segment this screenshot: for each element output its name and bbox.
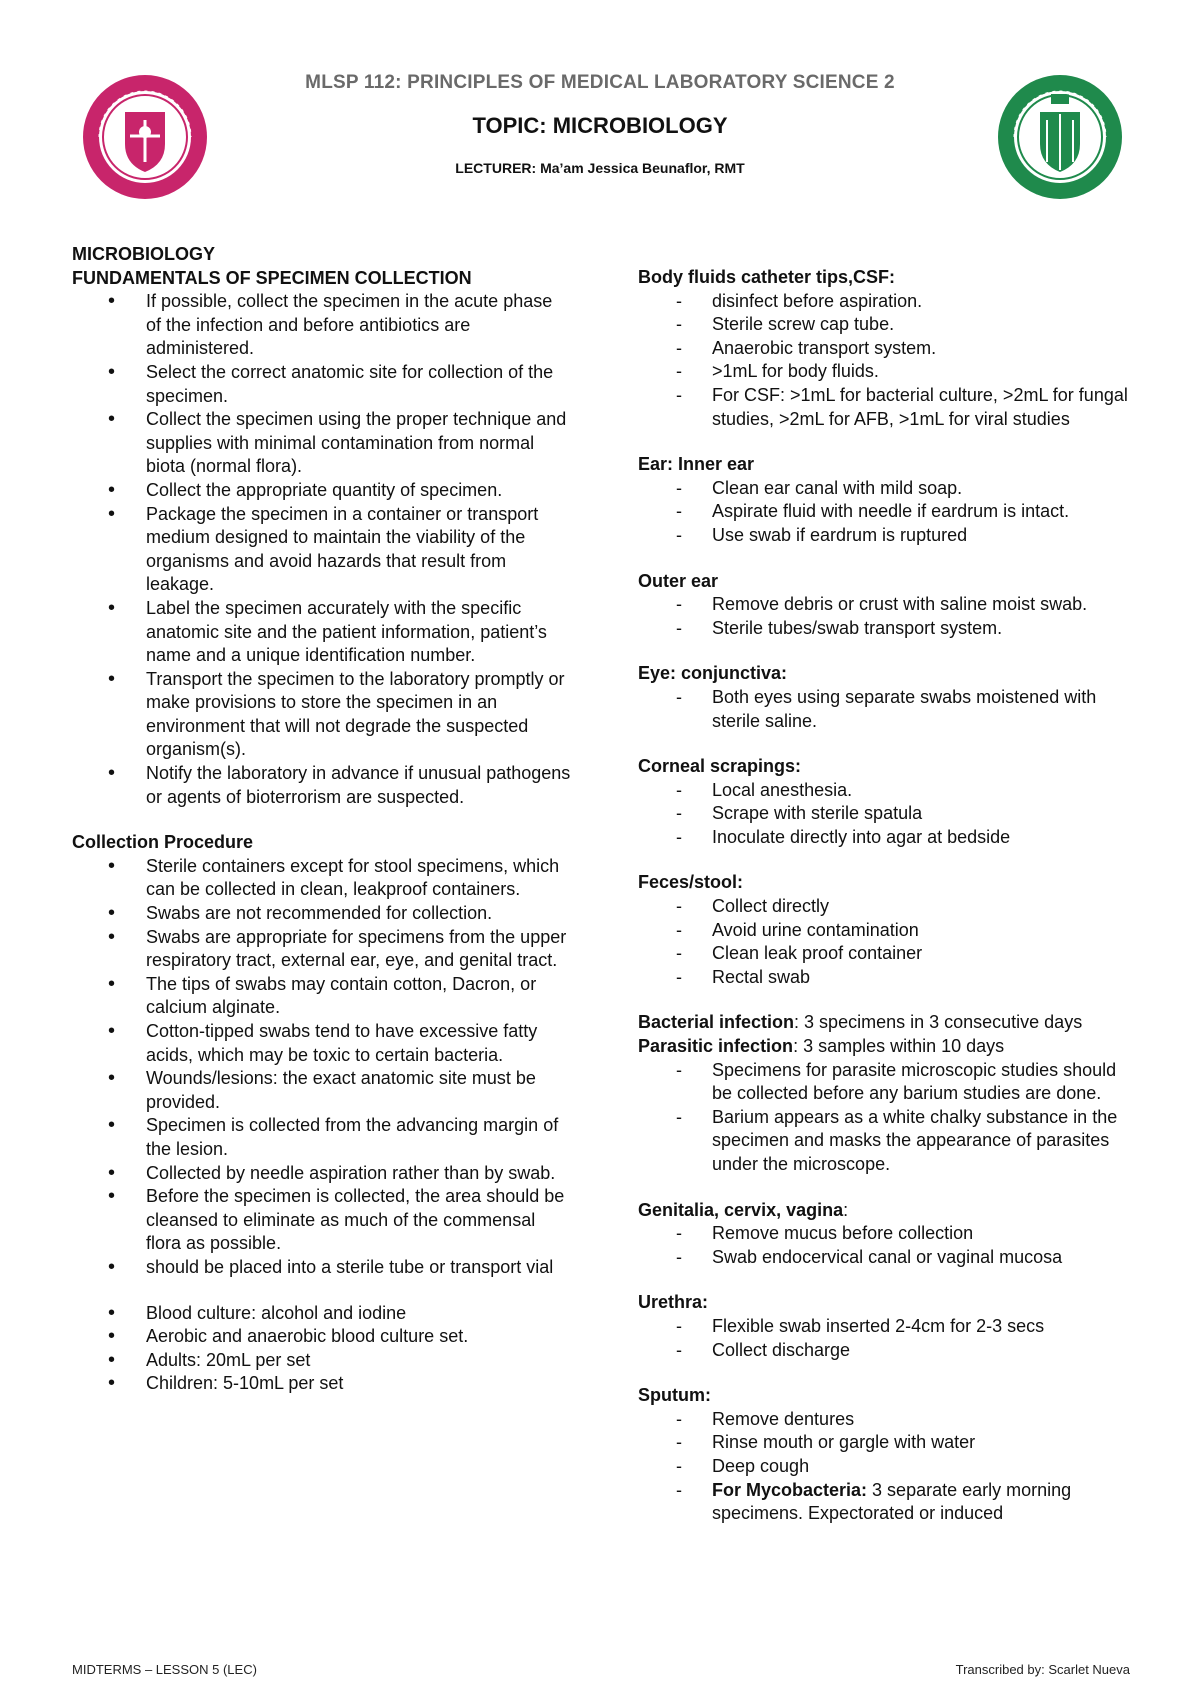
heading-colon: :	[843, 1199, 849, 1220]
list-item: • Collected by needle aspiration rather than by swab.	[72, 1162, 572, 1186]
list-item: - Collect directly	[638, 895, 1138, 919]
list-item: - Clean leak proof container	[638, 942, 1138, 966]
section-heading: FUNDAMENTALS OF SPECIMEN COLLECTION	[72, 267, 472, 288]
list-item: - Barium appears as a white chalky substance in the specimen and masks the appearance of parasites under the microscope.	[638, 1106, 1138, 1177]
bacterial-infection-label: Bacterial infection	[638, 1012, 795, 1033]
list-item: • The tips of swabs may contain cotton, Dacron, or calcium alginate.	[72, 973, 572, 1020]
list-item: - Anaerobic transport system.	[638, 337, 1138, 361]
list-item: - Sterile tubes/swab transport system.	[638, 617, 1138, 641]
section-heading: MICROBIOLOGY	[72, 244, 215, 264]
genitalia-list	[638, 1222, 1138, 1269]
list-item: - Collect discharge	[638, 1339, 1138, 1363]
fundamentals-list	[72, 290, 572, 809]
parasitic-infection-text: : 3 samples within 10 days	[793, 1036, 1005, 1057]
list-item: • Adults: 20mL per set	[72, 1349, 572, 1373]
list-item: • should be placed into a sterile tube or transport vial	[72, 1256, 572, 1280]
list-item: • Blood culture: alcohol and iodine	[72, 1302, 572, 1326]
mycobacteria-label: For Mycobacteria:	[712, 1479, 868, 1500]
parasitic-infection-label: Parasitic infection	[638, 1036, 794, 1057]
list-item: - Avoid urine contamination	[638, 919, 1138, 943]
list-item: • Aerobic and anaerobic blood culture set.	[72, 1325, 572, 1349]
inner-ear-list	[638, 477, 1138, 548]
lecturer-line: LECTURER: Ma’am Jessica Beunaflor, RMT	[455, 160, 745, 176]
list-item: - Clean ear canal with mild soap.	[638, 477, 1138, 501]
list-item: • If possible, collect the specimen in the acute phase of the infection and before antibiotics are administered.	[72, 290, 572, 361]
list-item: • Label the specimen accurately with the specific anatomic site and the patient information, patient’s name and a unique identification number.	[72, 597, 572, 668]
list-item: - >1mL for body fluids.	[638, 360, 1138, 384]
genitalia-heading-line	[638, 1199, 1138, 1223]
list-item: - Rinse mouth or gargle with water	[638, 1431, 1138, 1455]
list-item: - Rectal swab	[638, 966, 1138, 990]
eye-list	[638, 686, 1138, 733]
section-heading: Body fluids catheter tips,CSF:	[638, 267, 896, 287]
list-item: • Select the correct anatomic site for collection of the specimen.	[72, 361, 572, 408]
section-heading: Collection Procedure	[72, 832, 254, 853]
footer-lesson: MIDTERMS – LESSON 5 (LEC)	[72, 1662, 257, 1677]
urethra-list	[638, 1315, 1138, 1362]
bacterial-infection-text: : 3 specimens in 3 consecutive days	[794, 1012, 1083, 1033]
bacterial-infection-line	[638, 1011, 1138, 1035]
section-heading: Sputum:	[638, 1385, 711, 1406]
list-item: • Notify the laboratory in advance if unusual pathogens or agents of bioterrorism are suspected.	[72, 762, 572, 809]
section-heading: Eye: conjunctiva:	[638, 663, 788, 684]
parasitic-list	[638, 1059, 1138, 1177]
list-item: - Deep cough	[638, 1455, 1138, 1479]
collection-procedure-list	[72, 855, 572, 1280]
left-column	[72, 243, 572, 1396]
sputum-list	[638, 1408, 1138, 1526]
list-item	[638, 1479, 1138, 1526]
parasitic-infection-line	[638, 1035, 1138, 1059]
list-item: • Transport the specimen to the laboratory promptly or make provisions to store the specimen in an environment that will not degrade the suspected organism(s).	[72, 668, 572, 762]
list-item: • Collect the specimen using the proper technique and supplies with minimal contamination from normal biota (normal flora).	[72, 408, 572, 479]
list-item: - Both eyes using separate swabs moistened with sterile saline.	[638, 686, 1138, 733]
list-item: - Inoculate directly into agar at bedside	[638, 826, 1138, 850]
section-heading: Feces/stool:	[638, 872, 744, 893]
mycobacteria-text: 3 separate early morning specimens. Expectorated or induced	[712, 1479, 1072, 1524]
list-item: • Swabs are not recommended for collection.	[72, 902, 572, 926]
outer-ear-list	[638, 593, 1138, 640]
list-item: - disinfect before aspiration.	[638, 290, 1138, 314]
list-item: - Remove dentures	[638, 1408, 1138, 1432]
section-heading: Ear: Inner ear	[638, 454, 755, 475]
footer-transcriber: Transcribed by: Scarlet Nueva	[955, 1662, 1130, 1677]
topic-title: TOPIC: MICROBIOLOGY	[472, 113, 728, 138]
list-item: - Remove mucus before collection	[638, 1222, 1138, 1246]
list-item: • Sterile containers except for stool specimens, which can be collected in clean, leakproof containers.	[72, 855, 572, 902]
list-item: • Swabs are appropriate for specimens from the upper respiratory tract, external ear, eye, and genital tract.	[72, 926, 572, 973]
list-item: • Package the specimen in a container or transport medium designed to maintain the viability of the organisms and avoid hazards that result from leakage.	[72, 503, 572, 597]
list-item: • Cotton-tipped swabs tend to have excessive fatty acids, which may be toxic to certain bacteria.	[72, 1020, 572, 1067]
list-item: • Specimen is collected from the advancing margin of the lesion.	[72, 1114, 572, 1161]
page-header	[0, 0, 1200, 230]
list-item: - Swab endocervical canal or vaginal mucosa	[638, 1246, 1138, 1270]
list-item: • Children: 5-10mL per set	[72, 1372, 572, 1396]
list-item: • Collect the appropriate quantity of specimen.	[72, 479, 572, 503]
list-item: • Wounds/lesions: the exact anatomic site must be provided.	[72, 1067, 572, 1114]
right-column	[638, 243, 1138, 1526]
list-item: - Aspirate fluid with needle if eardrum is intact.	[638, 500, 1138, 524]
list-item: - Flexible swab inserted 2-4cm for 2-3 secs	[638, 1315, 1138, 1339]
blood-culture-list	[72, 1302, 572, 1396]
section-heading: Outer ear	[638, 570, 719, 591]
section-heading: Corneal scrapings:	[638, 756, 802, 777]
list-item: - Local anesthesia.	[638, 779, 1138, 803]
feces-list	[638, 895, 1138, 989]
corneal-list	[638, 779, 1138, 850]
list-item: - For CSF: >1mL for bacterial culture, >2mL for fungal studies, >2mL for AFB, >1mL for viral studies	[638, 384, 1138, 431]
section-heading: Urethra:	[638, 1292, 709, 1313]
list-item: - Scrape with sterile spatula	[638, 802, 1138, 826]
body-fluids-list	[638, 290, 1138, 432]
section-heading: Genitalia, cervix, vagina	[638, 1199, 844, 1220]
list-item: • Before the specimen is collected, the area should be cleansed to eliminate as much of the commensal flora as possible.	[72, 1185, 572, 1256]
list-item: - Specimens for parasite microscopic studies should be collected before any barium studies are done.	[638, 1059, 1138, 1106]
list-item: - Sterile screw cap tube.	[638, 313, 1138, 337]
list-item: - Use swab if eardrum is ruptured	[638, 524, 1138, 548]
list-item: - Remove debris or crust with saline moist swab.	[638, 593, 1138, 617]
course-title: MLSP 112: PRINCIPLES OF MEDICAL LABORATORY SCIENCE 2	[305, 72, 895, 93]
